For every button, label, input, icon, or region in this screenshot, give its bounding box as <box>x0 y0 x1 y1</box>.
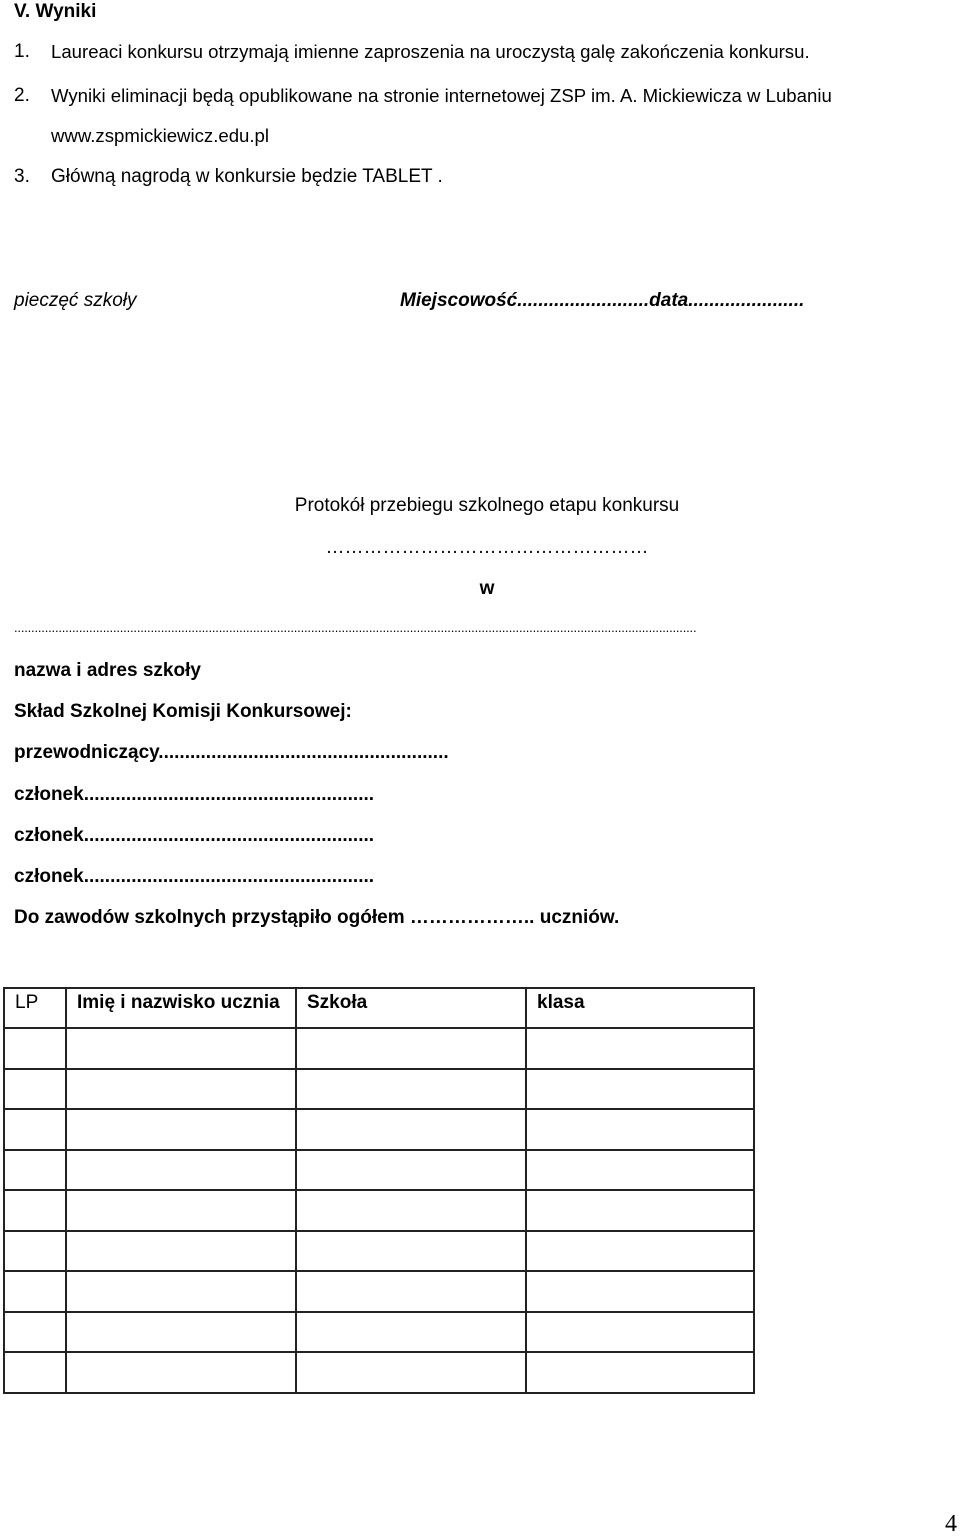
table-cell[interactable] <box>526 1352 754 1393</box>
table-cell[interactable] <box>66 1109 296 1150</box>
school-name-label: nazwa i adres szkoły <box>14 660 201 681</box>
table-cell[interactable] <box>296 1312 526 1353</box>
table-cell[interactable] <box>4 1190 66 1231</box>
table-cell[interactable] <box>66 1190 296 1231</box>
dots-line: …………………………………………… <box>325 537 649 558</box>
table-cell[interactable] <box>296 1231 526 1272</box>
table-cell[interactable] <box>296 1150 526 1191</box>
table-row <box>4 1069 754 1110</box>
table-cell[interactable] <box>526 1190 754 1231</box>
header-lp: LP <box>4 988 66 1028</box>
chair-field: przewodniczący....................................................... <box>14 742 449 763</box>
table-cell[interactable] <box>66 1271 296 1312</box>
list-item-number: 2. <box>14 85 30 106</box>
member-field: członek....................................................... <box>14 866 375 887</box>
table-header-row <box>4 988 754 1028</box>
place-date-field: Miejscowość.........................data...................... <box>400 290 805 311</box>
table-row <box>4 1271 754 1312</box>
table-row <box>4 1150 754 1191</box>
table-cell[interactable] <box>4 1352 66 1393</box>
list-item-number: 1. <box>14 41 30 62</box>
header-class: klasa <box>526 988 754 1028</box>
w-label: w <box>479 578 495 599</box>
table-cell[interactable] <box>296 1190 526 1231</box>
table-row <box>4 1312 754 1353</box>
table-cell[interactable] <box>526 1028 754 1069</box>
table-cell[interactable] <box>4 1231 66 1272</box>
table-row <box>4 1231 754 1272</box>
table-cell[interactable] <box>296 1271 526 1312</box>
table-cell[interactable] <box>4 1069 66 1110</box>
list-item-text: Wyniki eliminacji będą opublikowane na stronie internetowej ZSP im. A. Mickiewicza w Lubaniu <box>51 85 832 106</box>
table-cell[interactable] <box>66 1150 296 1191</box>
table-cell[interactable] <box>4 1028 66 1069</box>
table-cell[interactable] <box>66 1231 296 1272</box>
results-table <box>3 987 755 1394</box>
table-row <box>4 1028 754 1069</box>
list-item-text: Główną nagrodą w konkursie będzie TABLET . <box>51 166 443 187</box>
table-cell[interactable] <box>66 1069 296 1110</box>
table-cell[interactable] <box>296 1109 526 1150</box>
page-number: 4 <box>945 1511 957 1537</box>
header-school: Szkoła <box>296 988 526 1028</box>
table-cell[interactable] <box>526 1231 754 1272</box>
table-cell[interactable] <box>526 1271 754 1312</box>
school-name-dots: ........................................................................................................................................................................................................ <box>14 620 697 635</box>
table-cell[interactable] <box>4 1150 66 1191</box>
list-item-text: Laureaci konkursu otrzymają imienne zaproszenia na uroczystą galę zakończenia konkursu. <box>51 41 810 62</box>
table-row <box>4 1109 754 1150</box>
table-cell[interactable] <box>296 1352 526 1393</box>
table-cell[interactable] <box>296 1069 526 1110</box>
table-row <box>4 1352 754 1393</box>
list-item-number: 3. <box>14 166 30 187</box>
member-field: członek....................................................... <box>14 784 375 805</box>
table-cell[interactable] <box>4 1312 66 1353</box>
protocol-title: Protokół przebiegu szkolnego etapu konkursu <box>294 495 680 516</box>
table-cell[interactable] <box>66 1028 296 1069</box>
table-cell[interactable] <box>66 1312 296 1353</box>
table-cell[interactable] <box>526 1312 754 1353</box>
table-cell[interactable] <box>4 1109 66 1150</box>
table-row <box>4 1190 754 1231</box>
school-seal-label: pieczęć szkoły <box>14 290 137 311</box>
table-cell[interactable] <box>526 1069 754 1110</box>
member-field: członek....................................................... <box>14 825 375 846</box>
table-cell[interactable] <box>4 1271 66 1312</box>
table-cell[interactable] <box>526 1150 754 1191</box>
table-cell[interactable] <box>526 1109 754 1150</box>
commission-title: Skład Szkolnej Komisji Konkursowej: <box>14 701 352 722</box>
table-cell[interactable] <box>66 1352 296 1393</box>
section-title: V. Wyniki <box>14 1 97 22</box>
header-student-name: Imię i nazwisko ucznia <box>66 988 296 1028</box>
results-link[interactable]: www.zspmickiewicz.edu.pl <box>51 125 270 146</box>
participants-count: Do zawodów szkolnych przystąpiło ogółem ……………….. uczniów. <box>14 907 620 928</box>
table-cell[interactable] <box>296 1028 526 1069</box>
